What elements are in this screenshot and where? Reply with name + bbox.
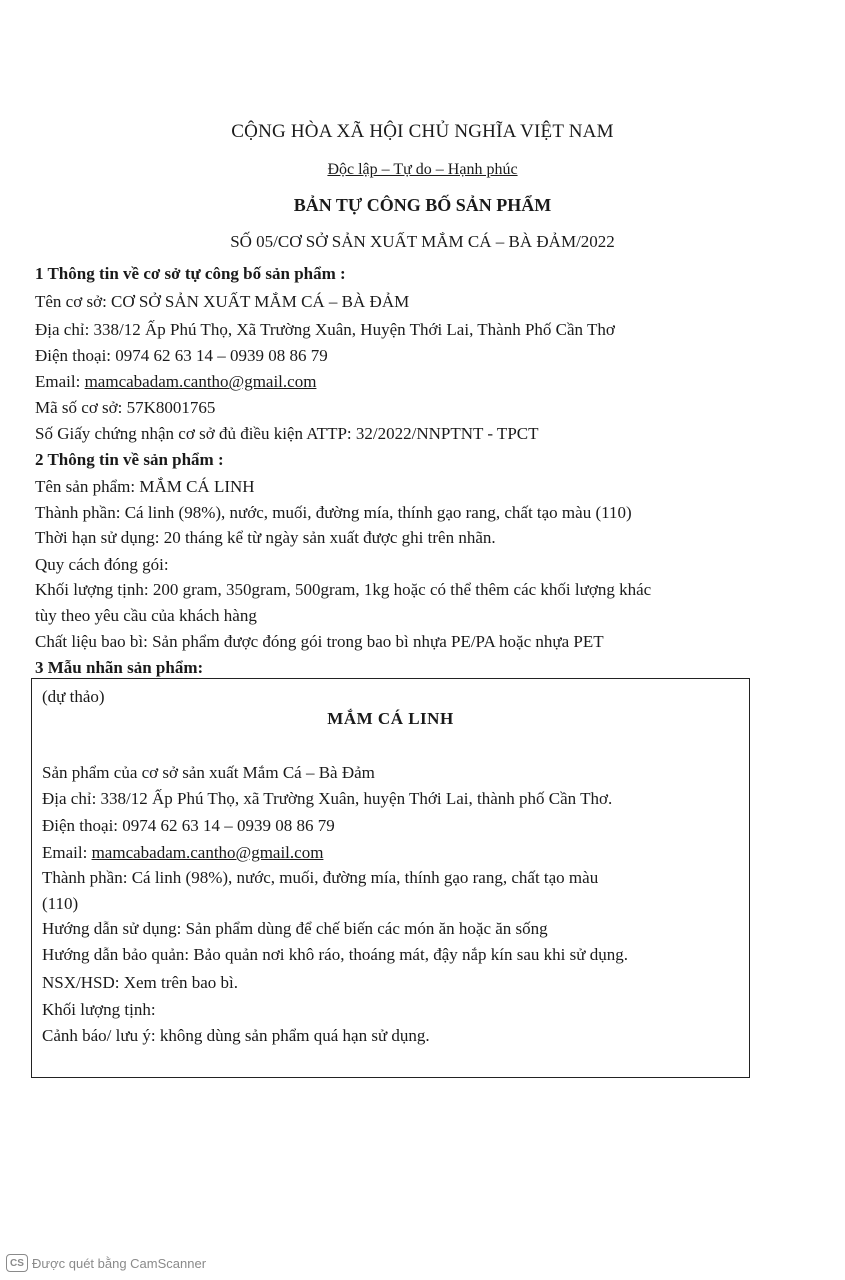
label-usage: Hướng dẫn sử dụng: Sản phẩm dùng để chế biến các món ăn hoặc ăn sống [42,919,548,938]
food-safety-certificate: Số Giấy chứng nhận cơ sở đủ điều kiện ATTP: 32/2022/NNPTNT - TPCT [35,424,539,443]
label-ingredients-1: Thành phần: Cá linh (98%), nước, muối, đường mía, thính gạo rang, chất tạo màu [42,868,599,887]
packaging-material: Chất liệu bao bì: Sản phẩm được đóng gói trong bao bì nhựa PE/PA hoặc nhựa PET [35,632,604,651]
label-email-line [42,843,323,863]
facility-phone: Điện thoại: 0974 62 63 14 – 0939 08 86 79 [35,346,328,365]
label-phone: Điện thoại: 0974 62 63 14 – 0939 08 86 79 [42,816,335,835]
net-weight-line-1: Khối lượng tịnh: 200 gram, 350gram, 500gram, 1kg hoặc có thể thêm các khối lượng khác [35,580,652,599]
section2-heading: 2 Thông tin về sản phẩm : [35,450,224,469]
product-ingredients: Thành phần: Cá linh (98%), nước, muối, đường mía, thính gạo rang, chất tạo màu (110) [35,503,632,522]
label-warning: Cảnh báo/ lưu ý: không dùng sản phẩm quá hạn sử dụng. [42,1026,430,1045]
email-label: Email: [35,372,85,391]
scanner-text: Được quét bằng CamScanner [32,1255,207,1271]
document-title: BẢN TỰ CÔNG BỐ SẢN PHẨM [293,195,552,215]
net-weight-line-2: tùy theo yêu cầu của khách hàng [35,606,257,625]
label-email-link[interactable]: mamcabadam.cantho@gmail.com [91,843,324,862]
document-number: SỐ 05/CƠ SỞ SẢN XUẤT MẮM CÁ – BÀ ĐẢM/2022 [230,232,615,251]
facility-code: Mã số cơ sở: 57K8001765 [35,398,216,417]
packaging-label: Quy cách đóng gói: [35,555,169,574]
facility-name: Tên cơ sở: CƠ SỞ SẢN XUẤT MẮM CÁ – BÀ ĐẢM [35,292,410,311]
scanner-watermark [6,1254,206,1272]
section1-heading: 1 Thông tin về cơ sở tự công bố sản phẩm : [35,264,346,283]
label-dates: NSX/HSD: Xem trên bao bì. [42,973,238,992]
product-shelf-life: Thời hạn sử dụng: 20 tháng kể từ ngày sản xuất được ghi trên nhãn. [35,528,496,547]
label-email-label: Email: [42,843,92,862]
product-name: Tên sản phẩm: MẮM CÁ LINH [35,477,255,496]
facility-email-line [35,372,316,392]
national-title: CỘNG HÒA XÃ HỘI CHỦ NGHĨA VIỆT NAM [231,121,614,142]
national-motto [0,161,845,179]
camscanner-logo-icon: CS [6,1254,28,1272]
label-producer: Sản phẩm của cơ sở sản xuất Mắm Cá – Bà Đảm [42,763,375,782]
label-net-weight: Khối lượng tịnh: [42,1000,156,1019]
label-storage: Hướng dẫn bảo quản: Bảo quản nơi khô ráo, thoáng mát, đậy nắp kín sau khi sử dụng. [42,945,628,964]
label-ingredients-2: (110) [42,894,79,913]
draft-note: (dự thảo) [42,687,105,706]
facility-address: Địa chỉ: 338/12 Ấp Phú Thọ, Xã Trường Xuân, Huyện Thới Lai, Thành Phố Cần Thơ [35,320,615,339]
section3-heading: 3 Mẫu nhãn sản phẩm: [35,658,204,677]
label-title: MẮM CÁ LINH [327,709,454,728]
facility-email-link[interactable]: mamcabadam.cantho@gmail.com [84,372,317,391]
motto-text: Độc lập – Tự do – Hạnh phúc [327,161,518,178]
product-label-box [31,678,750,1078]
label-address: Địa chỉ: 338/12 Ấp Phú Thọ, xã Trường Xuân, huyện Thới Lai, thành phố Cần Thơ. [42,789,613,808]
